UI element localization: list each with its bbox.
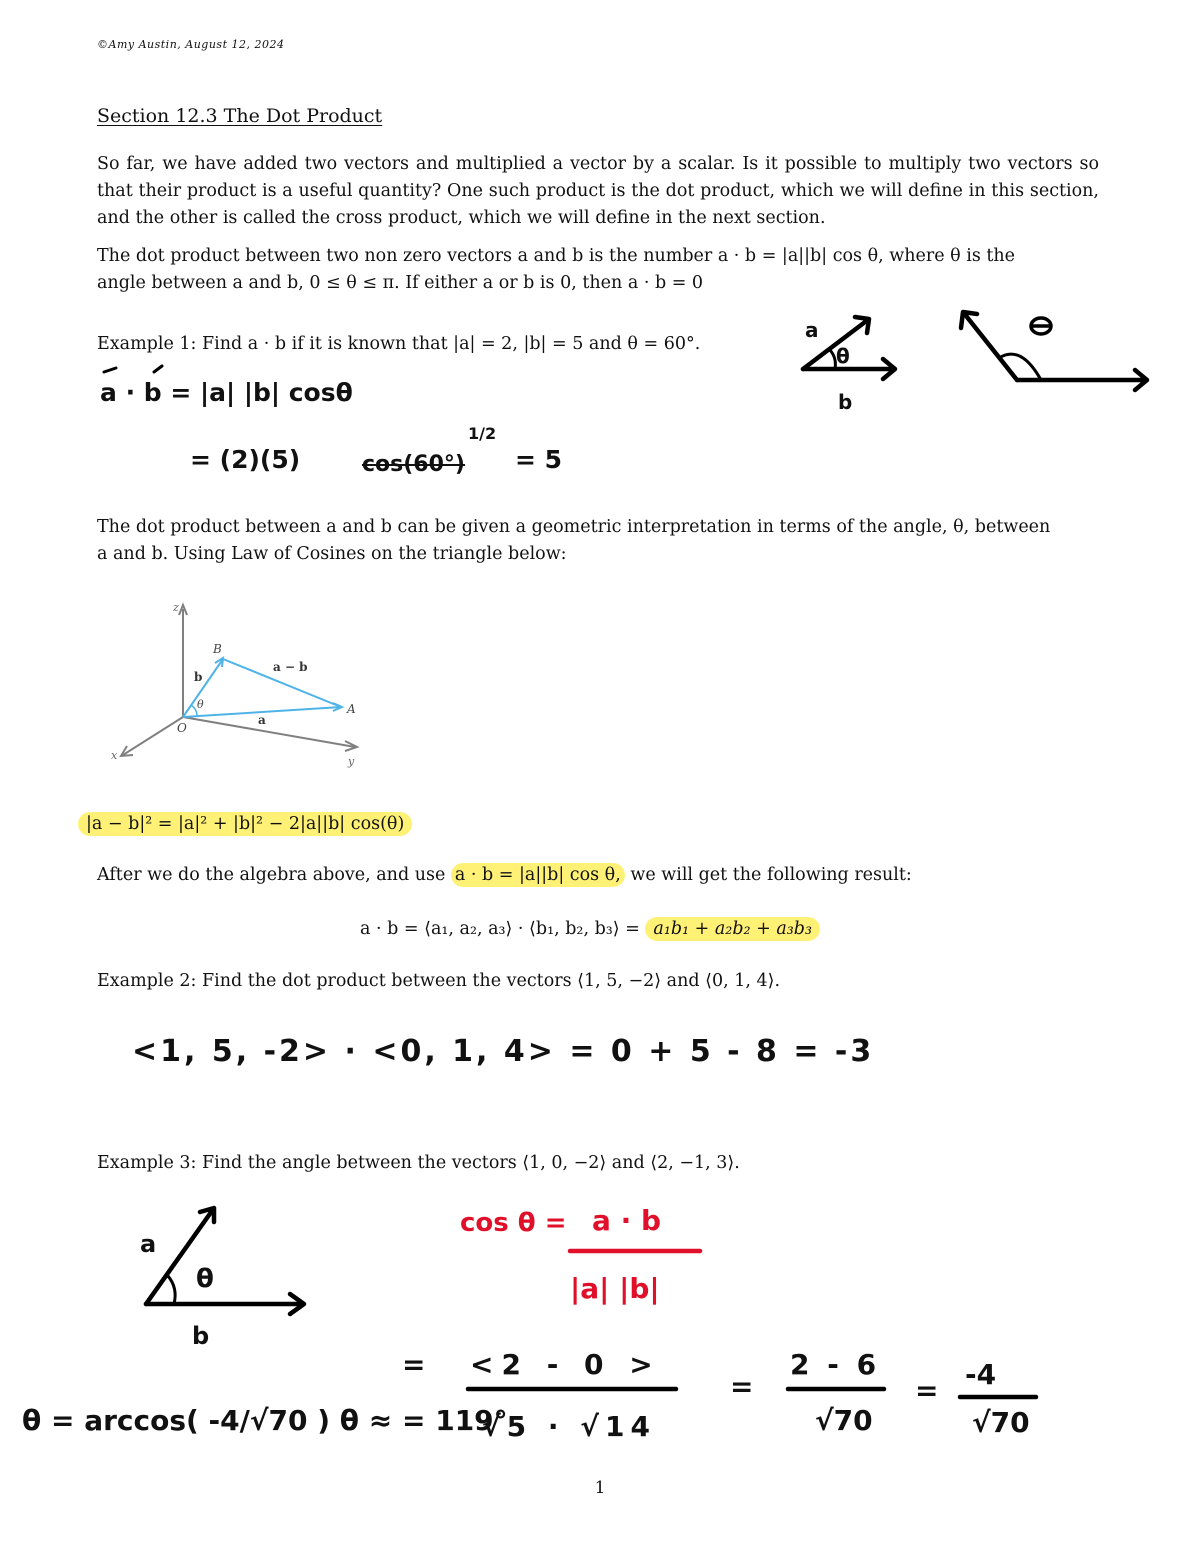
red-denominator: |a| |b| (570, 1272, 660, 1305)
section-title: Section 12.3 The Dot Product (97, 105, 383, 127)
example1-prompt: Example 1: Find a · b if it is known that |a| = 2, |b| = 5 and θ = 60°. (97, 334, 701, 354)
after-highlight: a · b = |a||b| cos θ, (451, 863, 625, 887)
y-axis (183, 717, 355, 747)
geometric-line-2: a and b. Using Law of Cosines on the triangle below: (97, 544, 567, 564)
copyright-line: ©Amy Austin, August 12, 2024 (97, 38, 285, 51)
label-B: B (213, 642, 222, 656)
example1-hand-half: 1/2 (468, 424, 497, 443)
after-suffix: we will get the following result: (630, 865, 912, 885)
step-equals-3: = (915, 1374, 939, 1407)
x-axis (123, 717, 183, 755)
example3-sketch-label-a: a (140, 1230, 157, 1258)
final-answer: θ = arccos( -4/√70 ) θ ≈ = 119° (22, 1404, 508, 1437)
label-theta: θ (197, 698, 204, 711)
red-fraction-bar (568, 1246, 708, 1256)
step-denominator: √5 · √14 (482, 1410, 656, 1443)
step-numerator: <2 - 0 > (470, 1348, 661, 1381)
result-right: a₁b₁ + a₂b₂ + a₃b₃ (645, 917, 820, 941)
red-formula-left: cos θ = (460, 1208, 567, 1238)
label-b: b (194, 670, 203, 684)
example1-sketch-label-b: b (838, 390, 853, 414)
step3-fraction-bar (958, 1392, 1043, 1402)
dot-product-result (360, 919, 820, 939)
result-left: a · b = ⟨a₁, a₂, a₃⟩ · ⟨b₁, b₂, b₃⟩ = (360, 919, 640, 939)
definition-line-2: angle between a and b, 0 ≤ θ ≤ π. If either a or b is 0, then a · b = 0 (97, 273, 704, 293)
label-a-minus-b: a − b (273, 660, 308, 674)
example1-hand-line1: a · b = |a| |b| cosθ (100, 378, 353, 407)
definition-line-1: The dot product between two non zero vectors a and b is the number a · b = |a||b| cos θ, where θ is the (97, 246, 1016, 266)
step3-numerator: -4 (965, 1358, 997, 1391)
example3-prompt: Example 3: Find the angle between the vectors ⟨1, 0, −2⟩ and ⟨2, −1, 3⟩. (97, 1153, 740, 1173)
vector-arrow-marks (100, 362, 160, 382)
example3-sketch-label-b: b (192, 1322, 210, 1350)
example1-sketch-label-theta: θ (836, 344, 850, 368)
geometric-line-1: The dot product between a and b can be given a geometric interpretation in terms of the angle, θ, between (97, 517, 1051, 537)
page-number: 1 (594, 1478, 606, 1498)
label-A: A (347, 702, 356, 716)
example1-hand-result: = 5 (515, 445, 563, 474)
step3-denominator: √70 (972, 1406, 1030, 1439)
obtuse-angle-sketch (955, 300, 1165, 400)
label-z: z (173, 601, 179, 614)
label-y: y (348, 755, 355, 768)
example1-hand-cos: cos(60°) (362, 452, 465, 477)
step2-denominator: √70 (815, 1404, 873, 1437)
intro-paragraph: So far, we have added two vectors and multiplied a vector by a scalar. Is it possible to multiply two vectors so that their product is a useful quantity? One such product is the dot product, which we will define in this section, and the other is called the cross product, which we will define in the next section. (97, 154, 1099, 228)
example3-angle-sketch (140, 1200, 320, 1320)
step2-numerator: 2 - 6 (790, 1348, 881, 1381)
step-equals-2: = (730, 1370, 754, 1403)
triangle-figure (105, 595, 375, 775)
step-fraction-bar (466, 1384, 681, 1394)
example2-prompt: Example 2: Find the dot product between the vectors ⟨1, 5, −2⟩ and ⟨0, 1, 4⟩. (97, 971, 781, 991)
after-algebra-line (97, 865, 912, 885)
example1-sketch-label-a: a (805, 318, 819, 342)
step-equals-1: = (402, 1348, 426, 1381)
example2-hand-work: <1, 5, -2> · <0, 1, 4> = 0 + 5 - 8 = -3 (132, 1034, 875, 1069)
after-prefix: After we do the algebra above, and use (97, 865, 446, 885)
law-of-cosines: |a − b|² = |a|² + |b|² − 2|a||b| cos(θ) (78, 812, 412, 836)
label-O: O (177, 721, 187, 735)
red-numerator: a · b (592, 1204, 662, 1237)
step2-fraction-bar (786, 1384, 891, 1394)
example3-sketch-label-theta: θ (196, 1264, 214, 1294)
label-a: a (258, 713, 266, 727)
example1-hand-line2: = (2)(5) (190, 445, 301, 474)
label-x: x (111, 749, 118, 762)
